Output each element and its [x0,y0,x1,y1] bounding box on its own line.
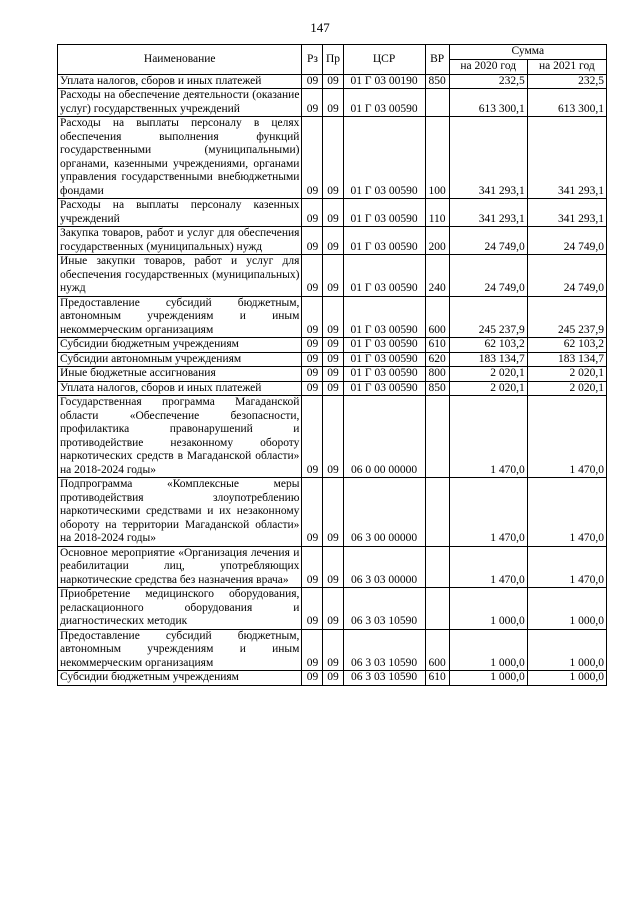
row-sum-2021: 613 300,1 [527,89,606,117]
row-pr: 09 [323,255,343,297]
row-vr [425,396,449,478]
row-sum-2020: 1 000,0 [449,629,527,671]
row-rz: 09 [302,396,323,478]
row-name: Субсидии автономным учреждениям [58,352,302,367]
header-year-2020: на 2020 год [449,59,527,74]
row-pr: 09 [323,74,343,89]
row-csr: 01 Г 03 00590 [343,381,425,396]
row-vr [425,89,449,117]
row-csr: 06 3 00 00000 [343,478,425,547]
row-vr: 600 [425,296,449,338]
table-row [58,74,607,89]
row-sum-2020: 1 470,0 [449,478,527,547]
row-csr: 01 Г 03 00590 [343,89,425,117]
row-rz: 09 [302,478,323,547]
row-sum-2020: 232,5 [449,74,527,89]
row-sum-2021: 24 749,0 [527,227,606,255]
row-vr: 620 [425,352,449,367]
row-csr: 01 Г 03 00590 [343,352,425,367]
row-rz: 09 [302,629,323,671]
row-pr: 09 [323,588,343,630]
row-sum-2020: 24 749,0 [449,227,527,255]
row-csr: 01 Г 03 00590 [343,367,425,382]
header-csr: ЦСР [343,45,425,75]
row-csr: 06 3 03 00000 [343,546,425,588]
row-sum-2021: 1 470,0 [527,478,606,547]
row-sum-2020: 1 470,0 [449,546,527,588]
row-csr: 01 Г 03 00590 [343,199,425,227]
row-sum-2021: 24 749,0 [527,255,606,297]
row-sum-2021: 1 000,0 [527,671,606,686]
budget-table [57,44,607,686]
table-body [58,74,607,685]
row-rz: 09 [302,352,323,367]
row-csr: 01 Г 03 00190 [343,74,425,89]
row-pr: 09 [323,478,343,547]
row-name: Предоставление субсидий бюджетным, автономным учреждениям и иным некоммерческим организациям [58,296,302,338]
row-rz: 09 [302,588,323,630]
row-sum-2020: 24 749,0 [449,255,527,297]
row-sum-2021: 183 134,7 [527,352,606,367]
row-sum-2020: 1 000,0 [449,588,527,630]
row-csr: 06 0 00 00000 [343,396,425,478]
header-name: Наименование [58,45,302,75]
row-sum-2020: 62 103,2 [449,338,527,353]
row-rz: 09 [302,546,323,588]
header-vr: ВР [425,45,449,75]
row-sum-2021: 1 470,0 [527,546,606,588]
row-csr: 01 Г 03 00590 [343,117,425,199]
row-vr [425,478,449,547]
header-rz: Рз [302,45,323,75]
row-pr: 09 [323,546,343,588]
row-pr: 09 [323,629,343,671]
table-row [58,478,607,547]
table-row [58,588,607,630]
header-sum: Сумма [449,45,606,60]
row-rz: 09 [302,89,323,117]
row-name: Расходы на выплаты персоналу в целях обеспечения выполнения функций государственными (муниципальными) органами, казенными учреждениями, органами управления государственными внебюджетными фондами [58,117,302,199]
page-number: 147 [310,20,330,35]
row-sum-2020: 183 134,7 [449,352,527,367]
row-pr: 09 [323,199,343,227]
row-vr [425,588,449,630]
row-sum-2021: 341 293,1 [527,199,606,227]
row-name: Субсидии бюджетным учреждениям [58,671,302,686]
row-vr: 610 [425,338,449,353]
row-pr: 09 [323,367,343,382]
table-row [58,227,607,255]
row-pr: 09 [323,381,343,396]
table-row [58,255,607,297]
row-sum-2020: 613 300,1 [449,89,527,117]
table-row [58,546,607,588]
row-sum-2021: 62 103,2 [527,338,606,353]
header-year-2021: на 2021 год [527,59,606,74]
row-sum-2020: 2 020,1 [449,367,527,382]
table-row [58,367,607,382]
row-csr: 01 Г 03 00590 [343,338,425,353]
row-pr: 09 [323,117,343,199]
row-sum-2021: 232,5 [527,74,606,89]
row-sum-2021: 2 020,1 [527,367,606,382]
row-vr: 240 [425,255,449,297]
table-row [58,629,607,671]
row-sum-2020: 1 470,0 [449,396,527,478]
row-rz: 09 [302,296,323,338]
row-vr [425,546,449,588]
row-csr: 01 Г 03 00590 [343,227,425,255]
row-rz: 09 [302,199,323,227]
row-rz: 09 [302,227,323,255]
row-name: Субсидии бюджетным учреждениям [58,338,302,353]
table-row [58,671,607,686]
row-rz: 09 [302,338,323,353]
row-csr: 06 3 03 10590 [343,629,425,671]
row-vr: 850 [425,381,449,396]
table-row [58,338,607,353]
row-pr: 09 [323,296,343,338]
row-sum-2020: 2 020,1 [449,381,527,396]
row-vr: 200 [425,227,449,255]
row-name: Расходы на выплаты персоналу казенных учреждений [58,199,302,227]
row-vr: 600 [425,629,449,671]
row-rz: 09 [302,255,323,297]
table-row [58,199,607,227]
row-sum-2021: 1 470,0 [527,396,606,478]
row-pr: 09 [323,227,343,255]
row-name: Закупка товаров, работ и услуг для обеспечения государственных (муниципальных) нужд [58,227,302,255]
row-rz: 09 [302,381,323,396]
row-vr: 110 [425,199,449,227]
row-name: Государственная программа Магаданской области «Обеспечение безопасности, профилактика правонарушений и противодействие незаконному обороту наркотических средств в Магаданской области» на 2018-2024 годы» [58,396,302,478]
row-pr: 09 [323,338,343,353]
row-sum-2021: 1 000,0 [527,629,606,671]
row-sum-2021: 341 293,1 [527,117,606,199]
row-rz: 09 [302,671,323,686]
row-csr: 01 Г 03 00590 [343,255,425,297]
row-rz: 09 [302,117,323,199]
row-name: Предоставление субсидий бюджетным, автономным учреждениям и иным некоммерческим организациям [58,629,302,671]
row-sum-2020: 245 237,9 [449,296,527,338]
row-sum-2021: 245 237,9 [527,296,606,338]
table-header [58,45,607,75]
row-name: Уплата налогов, сборов и иных платежей [58,74,302,89]
row-name: Подпрограмма «Комплексные меры противодействия злоупотреблению наркотическими средствами и их незаконному обороту на территории Магаданской области» на 2018-2024 годы» [58,478,302,547]
table-row [58,89,607,117]
table-row [58,117,607,199]
row-sum-2021: 1 000,0 [527,588,606,630]
row-sum-2021: 2 020,1 [527,381,606,396]
row-vr: 100 [425,117,449,199]
row-rz: 09 [302,367,323,382]
row-pr: 09 [323,89,343,117]
row-rz: 09 [302,74,323,89]
row-name: Расходы на обеспечение деятельности (оказание услуг) государственных учреждений [58,89,302,117]
header-pr: Пр [323,45,343,75]
row-sum-2020: 1 000,0 [449,671,527,686]
row-vr: 850 [425,74,449,89]
row-csr: 06 3 03 10590 [343,588,425,630]
row-sum-2020: 341 293,1 [449,199,527,227]
row-sum-2020: 341 293,1 [449,117,527,199]
row-vr: 800 [425,367,449,382]
row-pr: 09 [323,396,343,478]
table-row [58,296,607,338]
table-row [58,352,607,367]
row-vr: 610 [425,671,449,686]
row-csr: 01 Г 03 00590 [343,296,425,338]
row-name: Приобретение медицинского оборудования, реласкационного оборудования и диагностических методик [58,588,302,630]
row-name: Иные закупки товаров, работ и услуг для обеспечения государственных (муниципальных) нужд [58,255,302,297]
table-row [58,396,607,478]
row-pr: 09 [323,352,343,367]
row-name: Основное мероприятие «Организация лечения и реабилитации лиц, употребляющих наркотические средства без назначения врача» [58,546,302,588]
row-csr: 06 3 03 10590 [343,671,425,686]
row-name: Уплата налогов, сборов и иных платежей [58,381,302,396]
row-pr: 09 [323,671,343,686]
table-row [58,381,607,396]
row-name: Иные бюджетные ассигнования [58,367,302,382]
